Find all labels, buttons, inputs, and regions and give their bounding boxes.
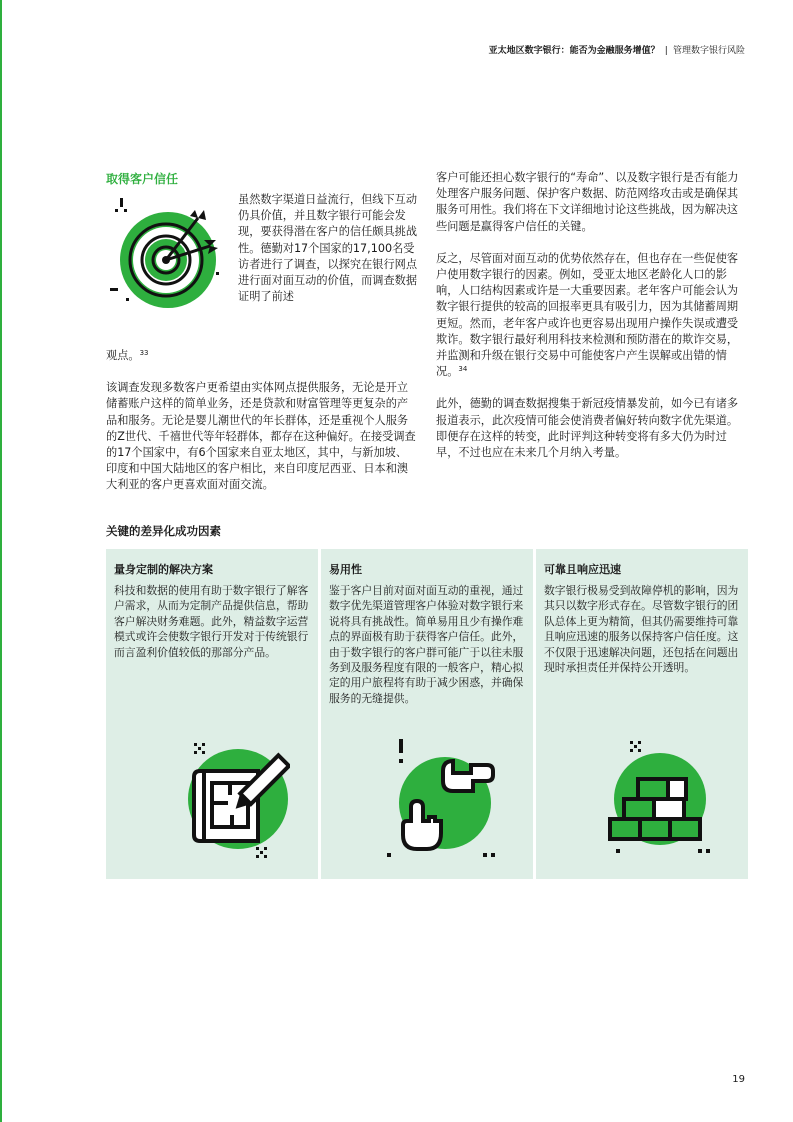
card-title: 易用性 (329, 563, 362, 576)
header-subtitle: 管理数字银行风险 (672, 46, 745, 56)
card-text: 科技和数据的使用有助于数字银行了解客户需求，从而为定制产品提供信息，帮助客户解决财务难题。此外，精益数字运营模式或许会使数字银行开发对于传统银行而言盈利价值较低的那部分产品。 (114, 584, 309, 659)
card-text: 数字银行极易受到故障停机的影响，因为其只以数字形式存在。尽管数字银行的团队总体上更为精简，但其仍需要维持可靠且响应迅速的服务以保持客户信任度。这不仅限于迅速解决问题，还包括在问题出现时承担责任并保持公开透明。 (544, 584, 739, 675)
pointing-hands-icon (387, 737, 505, 867)
card-title: 可靠且响应迅速 (544, 563, 621, 576)
blueprint-pencil-icon (172, 737, 290, 867)
page-number: 19 (732, 1074, 745, 1085)
header-title: 亚太地区数字银行：能否为金融服务增值？ (488, 46, 660, 56)
factor-card (321, 549, 533, 879)
factor-cards (106, 549, 748, 879)
intro-tail (106, 348, 418, 364)
stacked-blocks-icon (602, 737, 720, 867)
card-text: 鉴于客户目前对面对面互动的重视，通过数字优先渠道管理客户体验对数字银行来说将具有挑战性。简单易用且少有操作难点的界面极有助于获得客户信任。此外，由于数字银行的客户群可能广于以往未服务到及服务程度有限的一般客户，精心拟定的用户旅程将有助于减少困惑，并确保服务的无缝提供。 (329, 584, 524, 705)
factors-title: 关键的差异化成功因素 (106, 524, 221, 538)
header-separator: | (664, 46, 668, 56)
right-paragraph-2 (436, 251, 748, 381)
right-column (436, 170, 748, 477)
intro-block (106, 192, 418, 348)
card-title: 量身定制的解决方案 (114, 563, 213, 576)
target-arrows-icon (106, 196, 226, 316)
right-paragraph-1: 客户可能还担心数字银行的“寿命”、以及数字银行是否有能力处理客户服务问题、保护客户数据、防范网络攻击或是确保其服务可用性。我们将在下文详细地讨论这些挑战，因为解决这些问题是赢得客户信任的关键。 (436, 171, 739, 233)
footnote-ref: 34 (458, 365, 468, 374)
factor-card (106, 549, 318, 879)
running-header (489, 43, 745, 56)
factor-card (536, 549, 748, 879)
intro-text: 虽然数字渠道日益流行，但线下互动仍具价值，并且数字银行可能会发现，要获得潜在客户的信任颇具挑战性。德勤对17个国家的17,100名受访者进行了调查，以探究在银行网点进行面对面互动的价值，而调查数据证明了前述 (238, 193, 418, 304)
right-paragraph-3: 此外，德勤的调查数据搜集于新冠疫情暴发前，如今已有诸多报道表示，此次疫情可能会使消费者偏好转向数字优先渠道。即便存在这样的转变，此时评判这种转变将有多大仍为时过早，不过也应在未来几个月纳入考量。 (436, 397, 739, 460)
right-paragraph-2-text: 反之，尽管面对面互动的优势依然存在，但也存在一些促使客户使用数字银行的因素。例如，受亚太地区老龄化人口的影响，人口结构因素或许是一大重要因素。老年客户可能会认为数字银行提供的较高的回报率更具有吸引力，因为其储蓄周期更短。然而，老年客户或许也更容易出现用户操作失误或遭受欺诈。数字银行最好利用科技来检测和预防潜在的欺诈交易，并监测和升级在银行交易中可能使客户产生误解或出错的情况。 (436, 251, 739, 379)
footnote-ref: 33 (139, 349, 149, 357)
left-column (106, 170, 418, 510)
section-title: 取得客户信任 (106, 172, 179, 186)
left-paragraph: 该调查发现多数客户更希望由实体网点提供服务，无论是开立储蓄账户这样的简单业务，还是贷款和财富管理等更复杂的产品和服务。无论是婴儿潮世代的年长群体，还是重视个人服务的Z世代、千禧世代等年轻群体，都存在这种偏好。在接受调查的17个国家中，有6个国家来自亚太地区，其中，与新加坡、印度和中国大陆地区的客户相比，来自印度尼西亚、日本和澳大利亚的客户更喜欢面对面交流。 (106, 381, 416, 492)
page-edge-line (0, 0, 2, 1122)
intro-tail-text: 观点。 (106, 349, 140, 362)
